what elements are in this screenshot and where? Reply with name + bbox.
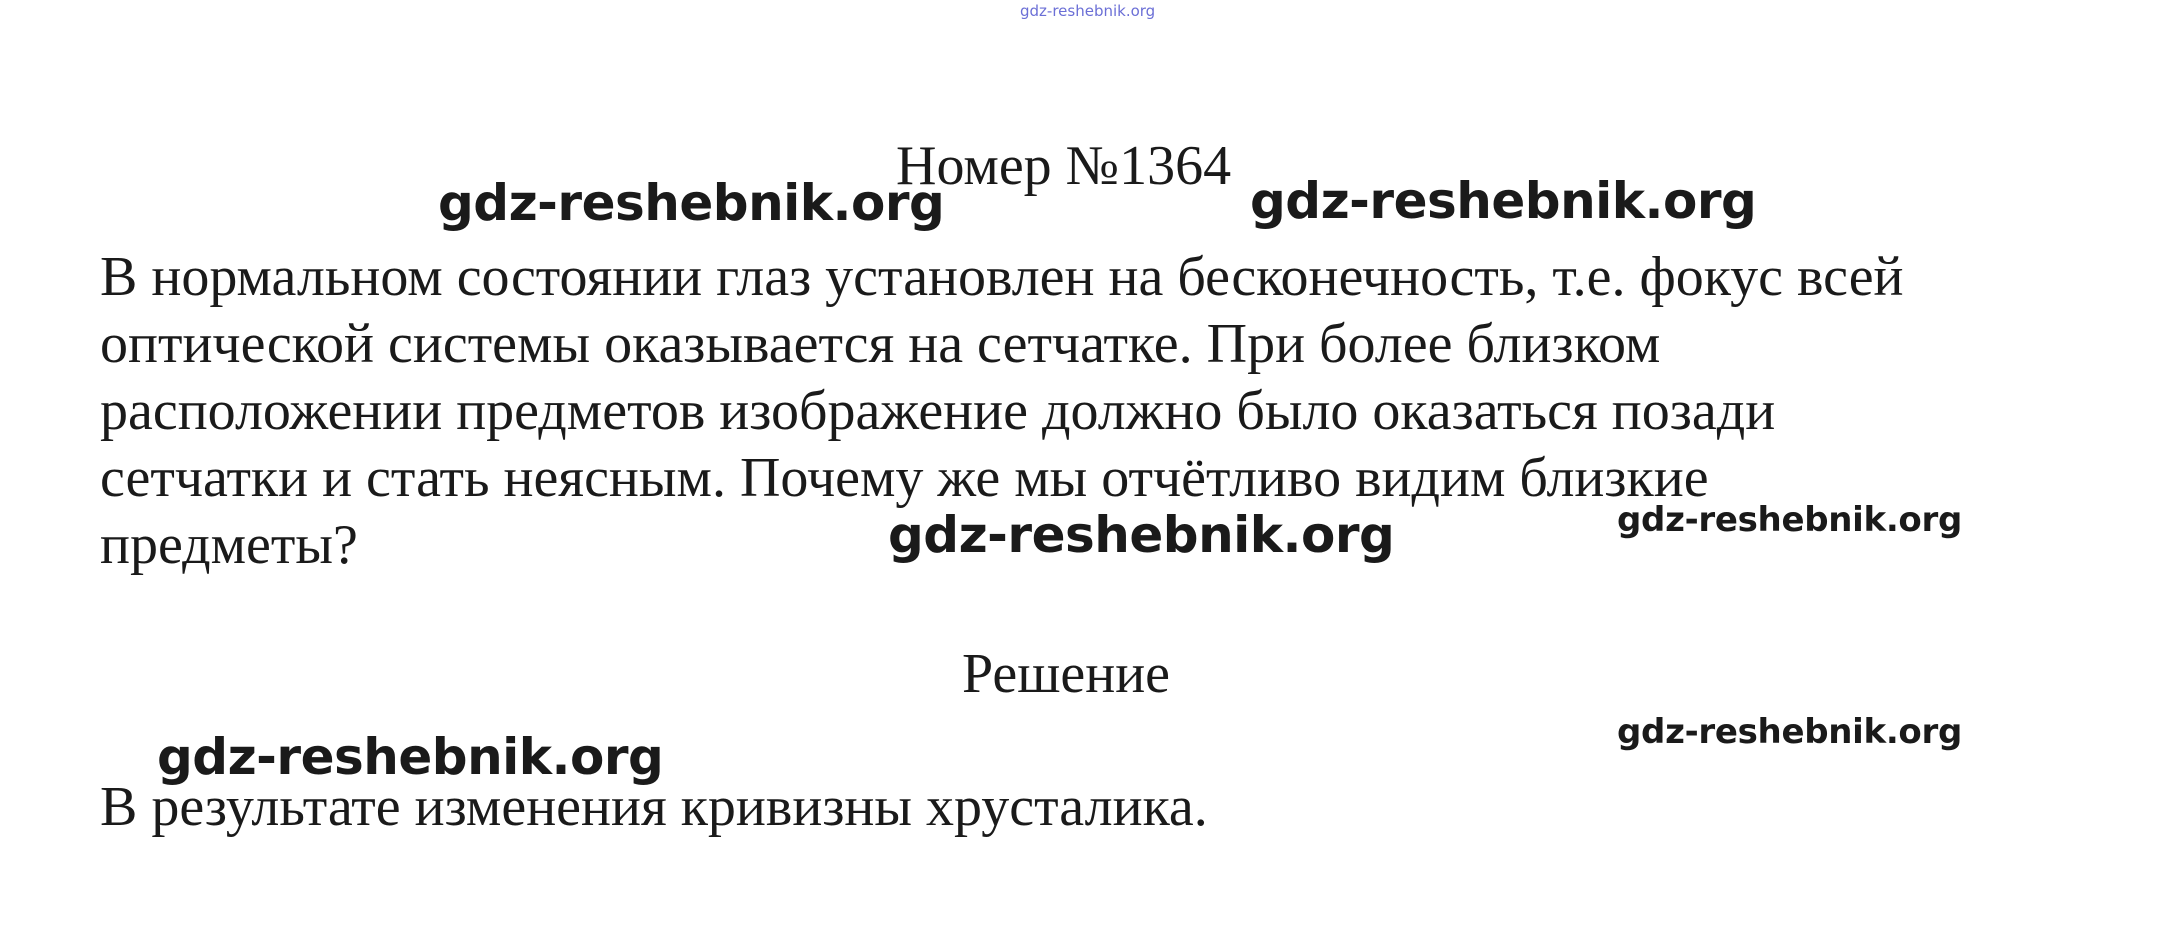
question-line: оптической системы оказывается на сетчатке. При более близком — [100, 313, 1661, 375]
question-line: предметы? — [100, 514, 358, 576]
watermark: gdz-reshebnik.org — [1617, 500, 1962, 540]
question-line: расположении предметов изображение должно было оказаться позади — [100, 380, 1776, 442]
watermark: gdz-reshebnik.org — [438, 174, 945, 232]
watermark: gdz-reshebnik.org — [1617, 712, 1962, 752]
watermark: gdz-reshebnik.org — [1250, 172, 1757, 230]
watermark: gdz-reshebnik.org — [157, 728, 664, 786]
watermark-top: gdz-reshebnik.org — [1020, 2, 1156, 20]
problem-title: Номер №1364 — [896, 135, 1232, 197]
watermark: gdz-reshebnik.org — [888, 506, 1395, 564]
question-line: сетчатки и стать неясным. Почему же мы отчётливо видим близкие — [100, 447, 1709, 509]
question-line: В нормальном состоянии глаз установлен на бесконечность, т.е. фокус всей — [100, 246, 1904, 308]
solution-answer: В результате изменения кривизны хрусталика. — [100, 776, 1208, 838]
solution-heading: Решение — [962, 643, 1171, 705]
